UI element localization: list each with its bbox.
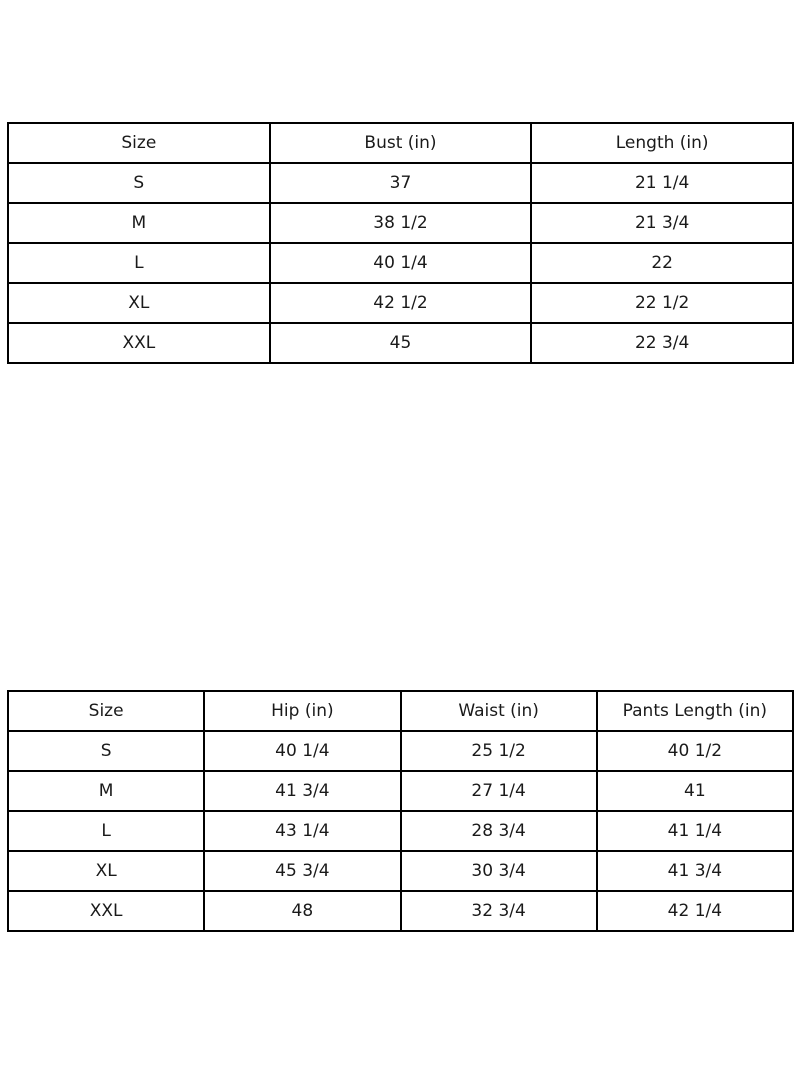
bottom-size-chart-table: [7, 690, 794, 932]
table-cell: XXL: [8, 891, 204, 931]
table-cell: 27 1/4: [401, 771, 597, 811]
header-cell: Pants Length (in): [597, 691, 793, 731]
table-row: [8, 243, 793, 283]
top-size-chart-table: [7, 122, 794, 364]
table-cell: 42 1/2: [270, 283, 532, 323]
table-cell: 48: [204, 891, 400, 931]
table-cell: 45 3/4: [204, 851, 400, 891]
header-cell: Size: [8, 123, 270, 163]
table-row: [8, 731, 793, 771]
table-cell: 38 1/2: [270, 203, 532, 243]
table-row: [8, 811, 793, 851]
table-cell: 40 1/2: [597, 731, 793, 771]
table-cell: 42 1/4: [597, 891, 793, 931]
table-cell: 21 3/4: [531, 203, 793, 243]
table-cell: L: [8, 811, 204, 851]
header-cell: Size: [8, 691, 204, 731]
table-cell: 22 3/4: [531, 323, 793, 363]
table-row: [8, 163, 793, 203]
table-cell: 22 1/2: [531, 283, 793, 323]
table-cell: 40 1/4: [270, 243, 532, 283]
table-cell: 22: [531, 243, 793, 283]
table-row: [8, 851, 793, 891]
header-cell: Length (in): [531, 123, 793, 163]
table-cell: 43 1/4: [204, 811, 400, 851]
table-cell: 30 3/4: [401, 851, 597, 891]
table-cell: 41 1/4: [597, 811, 793, 851]
header-cell: Waist (in): [401, 691, 597, 731]
table-cell: 28 3/4: [401, 811, 597, 851]
table-cell: S: [8, 731, 204, 771]
table-cell: 41 3/4: [597, 851, 793, 891]
table-cell: 32 3/4: [401, 891, 597, 931]
table-header-row: [8, 123, 793, 163]
table-row: [8, 891, 793, 931]
table-cell: 41 3/4: [204, 771, 400, 811]
table-header-row: [8, 691, 793, 731]
table-cell: XL: [8, 851, 204, 891]
table-cell: M: [8, 771, 204, 811]
table-cell: XL: [8, 283, 270, 323]
table-row: [8, 283, 793, 323]
table-cell: S: [8, 163, 270, 203]
table-cell: M: [8, 203, 270, 243]
table-cell: XXL: [8, 323, 270, 363]
table-row: [8, 771, 793, 811]
header-cell: Hip (in): [204, 691, 400, 731]
table-row: [8, 323, 793, 363]
table-cell: 37: [270, 163, 532, 203]
table-cell: 40 1/4: [204, 731, 400, 771]
table-cell: L: [8, 243, 270, 283]
header-cell: Bust (in): [270, 123, 532, 163]
table-cell: 45: [270, 323, 532, 363]
table-cell: 21 1/4: [531, 163, 793, 203]
table-cell: 25 1/2: [401, 731, 597, 771]
table-row: [8, 203, 793, 243]
table-cell: 41: [597, 771, 793, 811]
